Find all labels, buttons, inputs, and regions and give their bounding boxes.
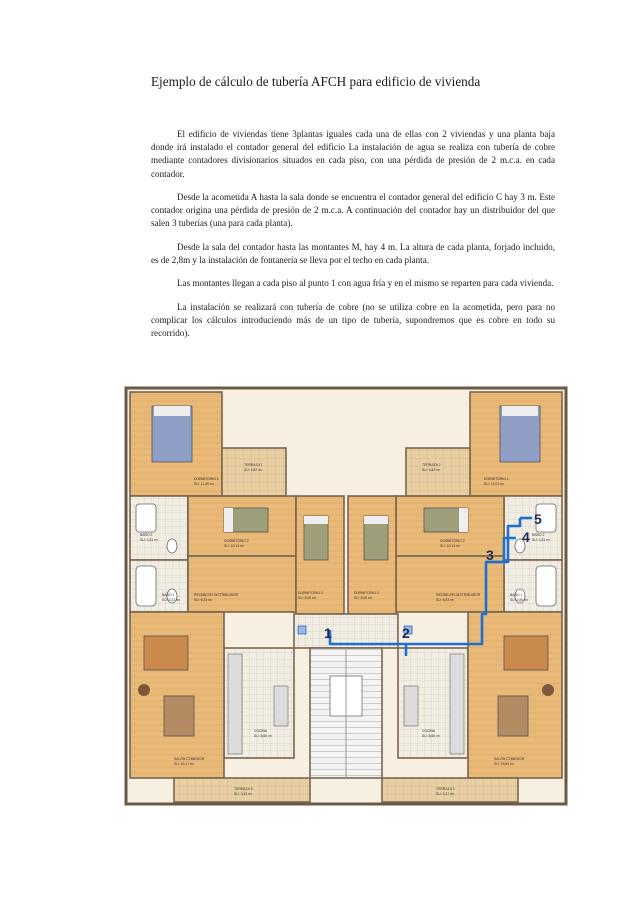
document-body [151, 128, 555, 351]
room-label: TERRAZA 3 [234, 787, 253, 791]
room-area: SU: 8,95 m² [354, 596, 373, 600]
paragraph: Desde la sala del contador hasta las montantes M, hay 4 m. La altura de cada planta, forjado incluido, es de 2,8m y la instalación de fontanería se lleva por el techo en cada planta. [151, 241, 555, 265]
paragraph: Desde la acometida A hasta la sala donde se encuentra el contador general del edificio C hay 3 m. Este contador origina una pérdida de presión de 2 m.c.a. A continuación del contador hay un distribuidor del que salen 3 tuberías (una para cada planta). [151, 192, 555, 229]
room-label: DORMITORIO 3 [354, 591, 379, 595]
room-label: RECIBIDOR-DISTRIBUIDOR [436, 593, 481, 597]
room-area: SU: 6,33 m² [436, 598, 455, 602]
room-label: DORMITORIO 3 [298, 591, 323, 595]
bed-icon [424, 508, 468, 532]
room-area: SU: 10,14 m² [224, 544, 244, 548]
room-label: TERRAZA 2 [422, 463, 441, 467]
room-area: SU: 12,01 m² [484, 482, 504, 486]
room-recibidor-left [188, 556, 296, 612]
room-label: DORMITORIO 1 [194, 477, 219, 481]
bed-icon [152, 406, 192, 462]
room-label: BAÑO 2 [532, 533, 545, 537]
paragraph: El edificio de viviendas tiene 3plantas iguales cada una de ellas con 2 viviendas y una planta baja donde irá instalado el contador general del edificio La instalación de agua se realiza con tubería de cobre mediante contadores divisionarios situados en cada piso, con una pérdida de presión de 2 m.c.a. en cada contador. [151, 129, 555, 179]
room-area: SU: 20,17 m² [174, 762, 194, 766]
room-area: SU: 19,89 m² [494, 762, 514, 766]
room-recibidor-right [396, 556, 504, 612]
room-area: SU: 11,39 m² [194, 482, 214, 486]
room-label: TERRAZA 3 [436, 787, 455, 791]
room-area: SU: 3,86 m² [510, 598, 529, 602]
room-label: RECIBIDOR-DISTRIBUIDOR [194, 593, 239, 597]
room-area: SU: 4,82 m² [422, 468, 441, 472]
point-label-5: 5 [534, 511, 542, 527]
room-area: SU: 3,31 m² [532, 538, 551, 542]
room-area: SU: 10,14 m² [440, 544, 460, 548]
room-label: DORMITORIO 2 [440, 539, 465, 543]
room-area: SU: 3,17 m² [436, 792, 455, 796]
room-area: SU: 8,66 m² [254, 734, 273, 738]
room-label: BAÑO 2 [140, 533, 153, 537]
room-terraza-1-left [222, 448, 286, 496]
room-label: TERRAZA 1 [244, 463, 263, 467]
room-area: SU: 3,13 m² [234, 792, 253, 796]
room-terraza-2-right [406, 448, 470, 496]
room-area: SU: 8,95 m² [298, 596, 317, 600]
paragraph: La instalación se realizará con tubería de cobre (no se utiliza cobre en la acometida, pero para no complicar los cálculos introduciendo más de un tipo de tubería, supondremos que es cobre en todo su recorrido). [151, 301, 555, 339]
point-label-1: 1 [324, 625, 332, 641]
bed-icon [304, 516, 328, 560]
room-label: COCINA [422, 729, 436, 733]
room-label: BAÑO 1 [162, 593, 175, 597]
document-title: Ejemplo de cálculo de tubería AFCH para edificio de vivienda [151, 74, 481, 89]
room-area: SU: 3,31 m² [140, 538, 159, 542]
room-label: COCINA [254, 729, 268, 733]
room-label: SALÓN COMEDOR [174, 757, 205, 761]
paragraph: Las montantes llegan a cada piso al punto 1 con agua fría y en el mismo se reparten para cada vivienda. [177, 278, 554, 289]
point-label-4: 4 [522, 529, 530, 545]
room-area: SU: 4,82 m² [244, 468, 263, 472]
bed-icon [364, 516, 388, 560]
room-area: SU: 4,42 m² [162, 598, 181, 602]
bed-icon [224, 508, 268, 532]
point-label-2: 2 [402, 625, 410, 641]
point-label-3: 3 [486, 547, 494, 563]
room-area: SU: 6,33 m² [194, 598, 213, 602]
room-label: BAÑO 1 [510, 593, 523, 597]
room-label: DORMITORIO 1 [484, 477, 509, 481]
meter-icon [298, 626, 306, 634]
room-label: DORMITORIO 2 [224, 539, 249, 543]
room-area: SU: 8,66 m² [422, 734, 441, 738]
bed-icon [500, 406, 540, 462]
room-label: SALÓN COMEDOR [494, 757, 525, 761]
floor-plan [124, 386, 568, 806]
